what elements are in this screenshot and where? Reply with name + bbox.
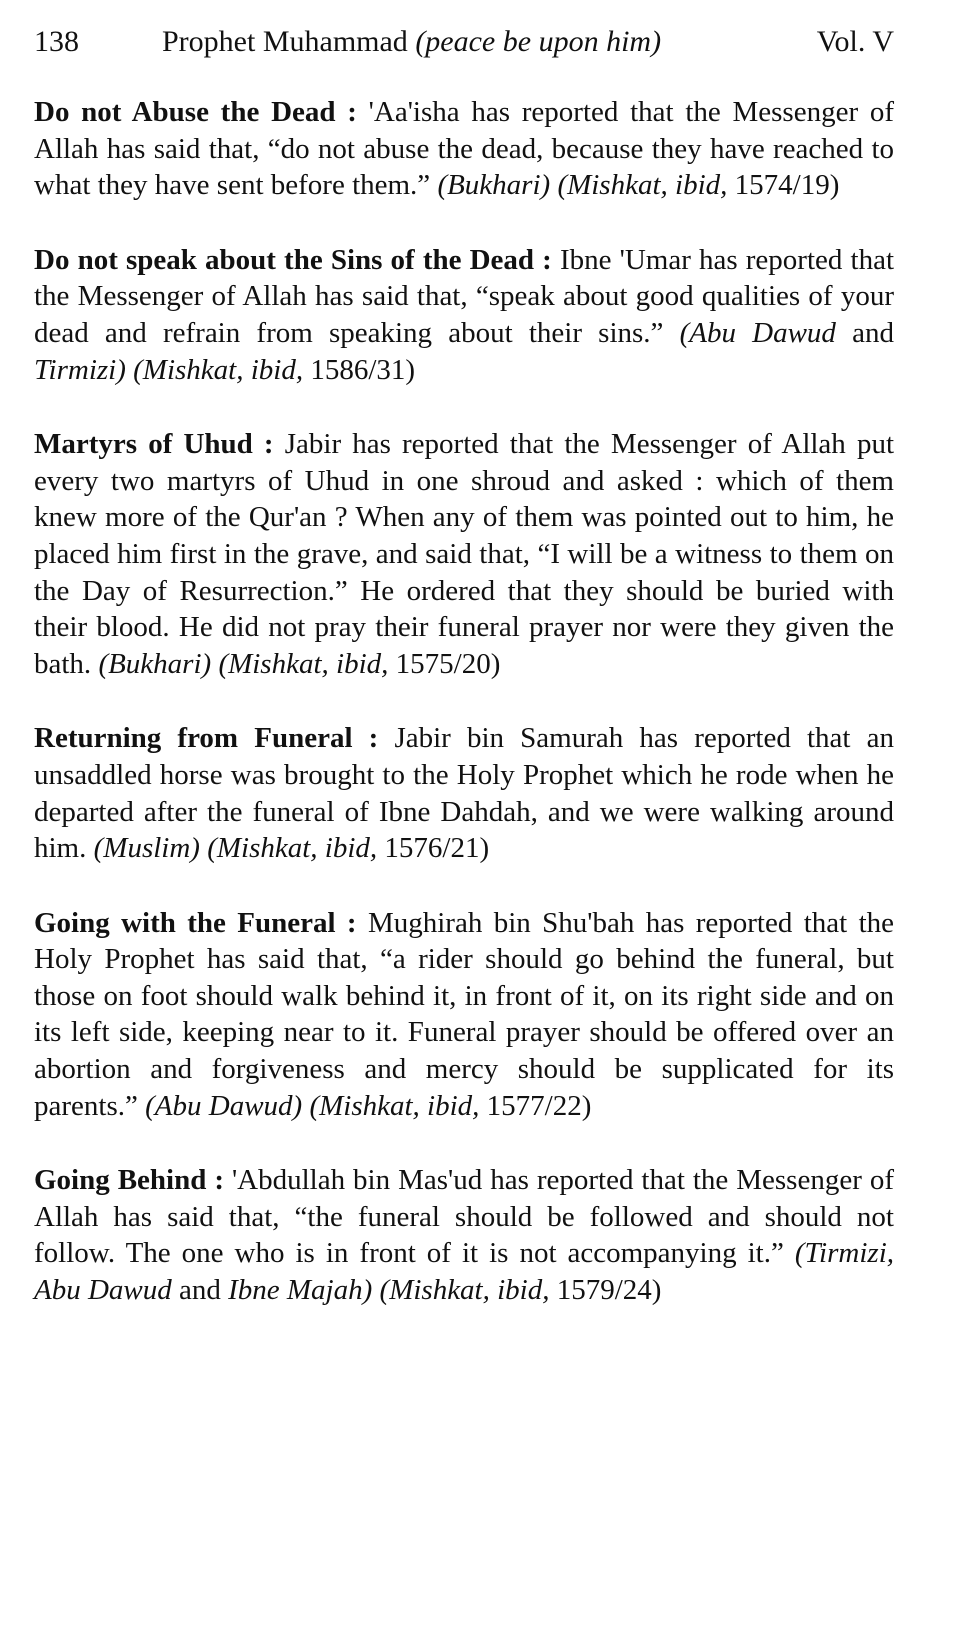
entry-source: (Tirmizi, Abu Dawud: [34, 1237, 894, 1307]
entry-martyrs-uhud: [34, 426, 894, 682]
entry-heading: Returning from Funeral :: [34, 722, 379, 755]
entry-reference: (Mishkat, ibid,: [372, 1274, 550, 1307]
entry-text: Mughirah bin Shu'bah has reported that the Holy Prophet has said that, “a rider should go behind the funeral, but those on foot should walk behind it, in front of it, on its right side and on its left side, keeping near to it. Funeral prayer should be offered over an abortion and forgiveness and mercy should be supplicated for its parents.”: [34, 906, 894, 1122]
body-text: [34, 94, 894, 1347]
entry-sins-dead: [34, 242, 894, 388]
running-title-honorific: (peace be upon him): [415, 25, 662, 58]
entry-heading: Do not speak about the Sins of the Dead :: [34, 243, 552, 276]
entry-source-conjunction: and: [171, 1274, 229, 1307]
entry-text: 'Aa'isha has reported that the Messenger of Allah has said that, “do not abuse the dead, because they have reached to what they have sent before them.”: [34, 96, 895, 202]
entry-text: 'Abdullah bin Mas'ud has reported that the Messenger of Allah has said that, “the funeral should be followed and should not follow. The one who is in front of it is not accompanying it.”: [34, 1164, 894, 1270]
entry-abuse-dead: [34, 94, 894, 204]
entry-heading: Do not Abuse the Dead :: [34, 96, 357, 128]
page-number: 138: [34, 25, 79, 58]
entry-returning-funeral: [34, 720, 894, 866]
entry-heading: Martyrs of Uhud :: [34, 428, 274, 461]
entry-source: (Bukhari): [98, 647, 212, 680]
entry-going-with-funeral: [34, 905, 894, 1125]
entry-text: Jabir bin Samurah has reported that an unsaddled horse was brought to the Holy Prophet which he rode when he departed after the funeral of Ibne Dahdah, and we were walking around him.: [34, 722, 894, 865]
entry-text: Jabir has reported that the Messenger of Allah put every two martyrs of Uhud in one shroud and asked : which of them knew more of the Qur'an ? When any of them was pointed out to him, he placed him first in the grave, and said that, “I will be a witness to them on the Day of Resurrection.” He ordered that they should be buried with their blood. He did not pray their funeral prayer nor were they given the bath.: [34, 428, 894, 680]
entry-reference-number: 1586/31): [303, 353, 416, 386]
entry-going-behind: [34, 1162, 894, 1308]
entry-reference-number: 1574/19): [727, 169, 840, 202]
entry-reference-number: 1579/24): [549, 1274, 662, 1307]
volume-label: Vol. V: [816, 25, 894, 58]
entry-source-second: Tirmizi): [34, 353, 126, 386]
entry-reference-number: 1575/20): [388, 647, 501, 680]
running-title: [162, 22, 661, 62]
entry-source: (Bukhari): [437, 169, 551, 202]
entry-source-second: Ibne Majah): [228, 1274, 373, 1307]
entry-reference: (Mishkat, ibid,: [302, 1089, 480, 1122]
entry-reference: (Mishkat, ibid,: [557, 169, 728, 202]
entry-reference-number: 1576/21): [377, 832, 490, 865]
entry-reference: (Mishkat, ibid,: [199, 832, 378, 865]
entry-text: Ibne 'Umar has reported that the Messenger of Allah has said that, “speak about good qualities of your dead and refrain from speaking about their sins.”: [34, 243, 894, 349]
entry-reference: (Mishkat, ibid,: [211, 647, 389, 680]
entry-heading: Going Behind :: [34, 1164, 224, 1197]
entry-source: (Abu Dawud): [145, 1089, 303, 1122]
entry-source: (Abu Dawud: [679, 316, 836, 349]
entry-heading: Going with the Funeral :: [34, 906, 357, 939]
running-title-text: Prophet Muhammad: [162, 25, 408, 58]
entry-reference-number: 1577/22): [479, 1089, 592, 1122]
running-head: [34, 22, 894, 62]
entry-reference: (Mishkat, ibid,: [125, 353, 304, 386]
entry-source-conjunction: and: [835, 316, 894, 349]
entry-source: (Muslim): [93, 832, 200, 865]
